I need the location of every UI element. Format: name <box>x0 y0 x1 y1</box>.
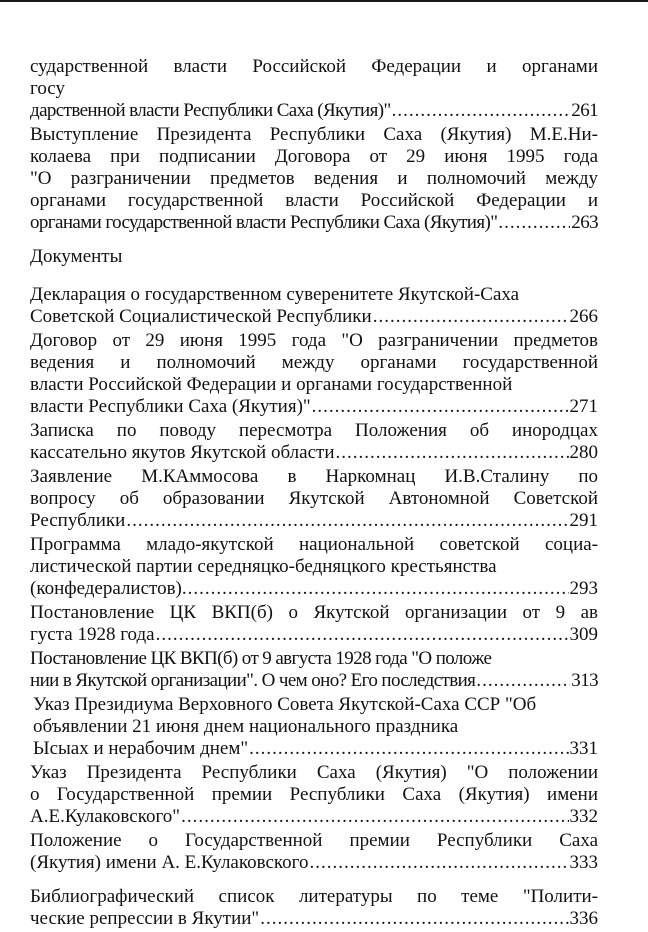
page-number: 333 <box>569 852 598 873</box>
leader-dots <box>181 806 568 828</box>
toc-entry <box>30 330 598 418</box>
toc-entry-title-end: Советской Социалистической Республики <box>30 306 372 327</box>
toc-leader-line <box>30 510 598 532</box>
toc-leader-line <box>33 738 598 760</box>
toc-entry-line: вопросу об образовании Якутской Автономной Советской <box>30 488 598 509</box>
toc-entry <box>30 762 598 828</box>
leader-dots <box>310 852 569 874</box>
toc-entry-title-end: А.Е.Кулаковского" <box>30 806 181 827</box>
toc-entry-line: Декларация о государственном суверенитете Якутской-Саха <box>30 284 520 305</box>
leader-dots <box>476 670 570 692</box>
leader-dots <box>373 306 569 328</box>
toc-entry-line: Указ Президента Республики Саха (Якутия) "О положении <box>30 762 598 783</box>
page-number: 291 <box>569 510 598 531</box>
toc-entry <box>30 648 598 692</box>
leader-dots <box>126 510 568 532</box>
toc-entry-title-end: органами государственной власти Республики Саха (Якутия)" <box>30 212 498 233</box>
toc-entry-line: Выступление Президента Республики Саха (Якутия) М.Е.Ни- <box>30 124 598 145</box>
toc-entry-title-end: (конфедералистов). <box>30 578 187 599</box>
leader-dots <box>156 624 569 646</box>
toc-entry-title-end: густа 1928 года <box>30 624 155 645</box>
toc-entry-line: Постановление ЦК ВКП(б) о Якутской организации от 9 ав <box>30 602 598 623</box>
toc-entry <box>30 466 598 532</box>
toc-entry-line: Указ Президиума Верховного Совета Якутской-Саха ССР "Об <box>33 694 537 715</box>
toc-entry-title-end: власти Республики Саха (Якутия)" <box>30 396 311 417</box>
toc-entry <box>30 124 598 234</box>
toc-entry-title-end: кассательно якутов Якутской области <box>30 442 335 463</box>
toc-leader-line <box>30 670 598 692</box>
page-number: 293 <box>569 578 598 599</box>
toc-leader-line <box>30 578 598 600</box>
spacer <box>30 876 598 886</box>
toc-entry-line: Программа младо-якутской национальной советской социа- <box>30 534 598 555</box>
page-number: 261 <box>571 100 598 121</box>
page-number: 263 <box>571 212 598 233</box>
toc-entry-line: Договор от 29 июня 1995 года "О разграничении предметов <box>30 330 598 351</box>
toc-entry <box>30 830 598 874</box>
toc-entry-title-end: нии в Якутской организации". О чем оно? Его последствия <box>30 670 476 691</box>
toc-entry-bibliography <box>30 886 598 930</box>
table-of-contents <box>30 56 598 932</box>
toc-entry-line: о Государственной премии Республики Саха (Якутия) имени <box>30 784 598 805</box>
toc-leader-line <box>30 396 598 418</box>
toc-leader-line <box>30 624 598 646</box>
toc-entry-line: ведения и полномочий между органами государственной <box>30 352 598 373</box>
page-number: 336 <box>569 908 598 929</box>
toc-entry-title-end: ческие репрессии в Якутии" <box>30 908 260 929</box>
toc-leader-line <box>30 908 598 930</box>
toc-entry-line: Положение о Государственной премии Республики Саха <box>30 830 598 851</box>
page-number: 271 <box>569 396 598 417</box>
toc-leader-line <box>30 306 598 328</box>
toc-entry-line: Библиографический список литературы по теме "Полити- <box>30 886 598 907</box>
toc-entry-title-end: (Якутия) имени А. Е.Кулаковского <box>30 852 309 873</box>
leader-dots <box>260 908 568 930</box>
page-number: 331 <box>569 738 598 759</box>
toc-entry-line: колаева при подписании Договора от 29 июня 1995 года <box>30 146 598 167</box>
leader-dots <box>188 578 569 600</box>
toc-leader-line <box>30 852 598 874</box>
page-number: 313 <box>571 670 598 691</box>
section-heading: Документы <box>30 246 123 267</box>
page-number: 266 <box>569 306 598 327</box>
toc-entry-line: листической партии середняцко-бедняцкого крестьянства <box>30 556 497 577</box>
toc-entry <box>30 602 598 646</box>
toc-entry <box>30 56 598 122</box>
toc-entry-title-end: Ысыах и нерабочим днем" <box>33 738 249 759</box>
page-number: 280 <box>569 442 598 463</box>
toc-entry <box>30 420 598 464</box>
toc-leader-line <box>30 100 598 122</box>
page-number: 332 <box>569 806 598 827</box>
toc-entry-line: госу <box>30 78 65 99</box>
toc-entry-line: органами государственной власти Российской Федерации и <box>30 190 598 211</box>
toc-entry-line: Постановление ЦК ВКП(б) от 9 августа 1928 года "О положе <box>30 648 492 669</box>
top-rule <box>0 0 648 2</box>
toc-entry-line: "О разграничении предметов ведения и полномочий между <box>30 168 598 189</box>
toc-entry-line: объявлении 21 июня днем национального праздника <box>33 716 459 737</box>
toc-entry-line: власти Российской Федерации и органами государственной <box>30 374 513 395</box>
toc-leader-line <box>30 212 598 234</box>
toc-entry <box>30 284 598 328</box>
toc-leader-line <box>30 806 598 828</box>
toc-entry-title-end: дарственной власти Республики Саха (Якутия)" <box>30 100 391 121</box>
leader-dots <box>336 442 569 464</box>
toc-entry <box>30 694 598 760</box>
toc-entry-line: Заявление М.КАммосова в Наркомнац И.В.Сталину по <box>30 466 598 487</box>
toc-entry-line: Записка по поводу пересмотра Положения об инородцах <box>30 420 598 441</box>
page-number: 309 <box>569 624 598 645</box>
leader-dots <box>392 100 571 122</box>
leader-dots <box>249 738 568 760</box>
leader-dots <box>498 212 570 234</box>
toc-entry <box>30 534 598 600</box>
leader-dots <box>312 396 569 418</box>
toc-entry-title-end: Республики <box>30 510 126 531</box>
toc-leader-line <box>30 442 598 464</box>
toc-entry-line: сударственной власти Российской Федерации и органами <box>30 56 598 77</box>
